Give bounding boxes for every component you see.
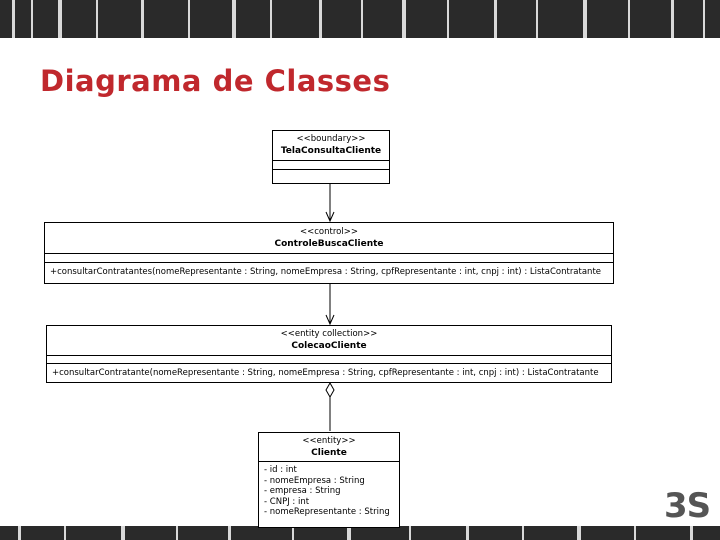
class-header	[273, 131, 389, 161]
class-colecao-cliente	[46, 325, 612, 383]
company-logo: 3S	[664, 486, 711, 526]
attribute-line: - nomeRepresentante : String	[264, 507, 390, 518]
class-stereotype: <<entity collection>>	[280, 329, 378, 339]
class-operations	[273, 170, 389, 174]
operation-line: +consultarContratante(nomeRepresentante : String, nomeEmpresa : String, cpfRepresentante : int, cnpj : int) : ListaContratante	[52, 368, 599, 378]
class-operations	[45, 263, 613, 280]
slide-title: Diagrama de Classes	[40, 64, 391, 98]
attribute-line: - CNPJ : int	[264, 496, 310, 507]
class-attributes	[273, 161, 389, 170]
class-header	[259, 433, 399, 462]
class-controle-busca-cliente	[44, 222, 614, 284]
class-name: ColecaoCliente	[291, 341, 367, 351]
class-stereotype: <<control>>	[300, 227, 358, 237]
class-tela-consulta-cliente	[272, 130, 390, 184]
aggregation-diamond	[326, 383, 334, 397]
class-header	[47, 326, 611, 356]
class-header	[45, 223, 613, 254]
class-attributes	[45, 254, 613, 263]
class-operations	[47, 364, 611, 381]
class-name: Cliente	[311, 448, 347, 458]
class-attributes	[47, 356, 611, 364]
class-cliente	[258, 432, 400, 528]
class-name: ControleBuscaCliente	[274, 239, 384, 249]
attribute-line: - id : int	[264, 465, 297, 475]
class-stereotype: <<entity>>	[302, 436, 356, 446]
operation-line: +consultarContratantes(nomeRepresentante : String, nomeEmpresa : String, cpfRepresentante : int, cnpj : int) : ListaContratante	[50, 267, 602, 277]
attribute-line: - empresa : String	[264, 486, 341, 497]
attribute-line: - nomeEmpresa : String	[264, 475, 365, 486]
class-stereotype: <<boundary>>	[296, 134, 366, 144]
class-attributes	[259, 462, 399, 520]
class-name: TelaConsultaCliente	[280, 146, 382, 156]
